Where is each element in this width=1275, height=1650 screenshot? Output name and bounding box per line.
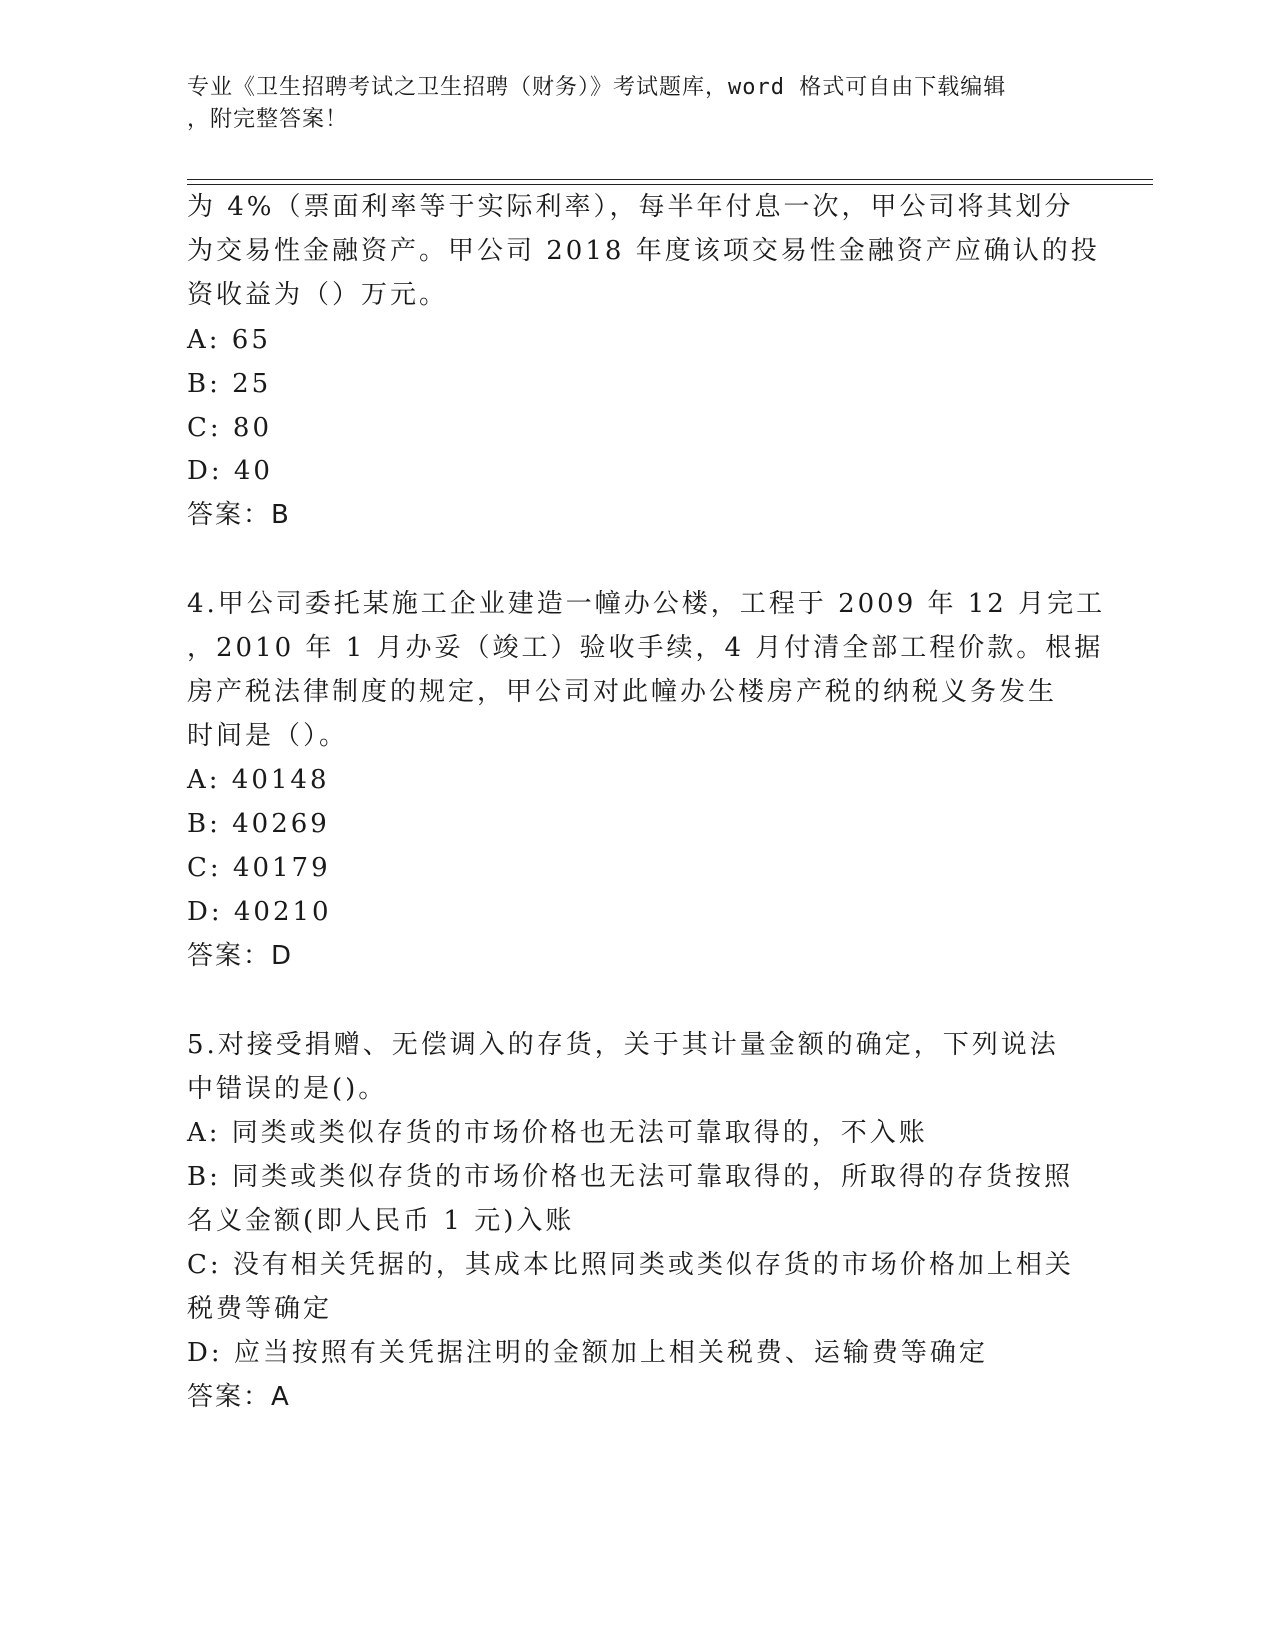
answer: 答案：A [187,1382,291,1412]
header-divider-bottom [187,184,1153,185]
option-d: D: 应当按照有关凭据注明的金额加上相关税费、运输费等确定 [187,1338,988,1368]
question-stem-line: 资收益为（）万元。 [187,280,449,310]
option-a: A: 65 [187,325,271,355]
option-c: C: 没有相关凭据的，其成本比照同类或类似存货的市场价格加上相关 [187,1250,1074,1280]
question-stem-line: 为交易性金融资产。甲公司 2018 年度该项交易性金融资产应确认的投 [187,236,1100,266]
option-d: D: 40 [187,456,273,486]
option-a: A: 40148 [187,765,330,795]
question-stem-line: 5.对接受捐赠、无偿调入的存货，关于其计量金额的确定，下列说法 [187,1030,1059,1060]
question-stem-line: ，2010 年 1 月办妥（竣工）验收手续，4 月付清全部工程价款。根据 [187,633,1104,663]
question-stem-line: 中错误的是()。 [187,1074,388,1104]
header-line-2: ，附完整答案！ [187,107,349,132]
question-stem-line: 4.甲公司委托某施工企业建造一幢办公楼，工程于 2009 年 12 月完工 [187,589,1106,619]
header-divider-top [187,179,1153,180]
document-header [187,72,1067,136]
question-stem-line: 时间是（）。 [187,721,349,751]
option-b-continued: 名义金额(即人民币 1 元)入账 [187,1206,575,1236]
option-a: A: 同类或类似存货的市场价格也无法可靠取得的，不入账 [187,1118,928,1148]
header-line-1: 专业《卫生招聘考试之卫生招聘（财务）》考试题库，word 格式可自由下载编辑 [187,75,1007,100]
option-b: B: 25 [187,369,272,399]
option-b: B: 同类或类似存货的市场价格也无法可靠取得的，所取得的存货按照 [187,1162,1074,1192]
option-c: C: 40179 [187,853,331,883]
option-c: C: 80 [187,413,273,443]
answer: 答案：B [187,500,291,530]
option-c-continued: 税费等确定 [187,1294,333,1324]
option-d: D: 40210 [187,897,332,927]
option-b: B: 40269 [187,809,330,839]
answer: 答案：D [187,941,294,971]
question-stem-line: 房产税法律制度的规定，甲公司对此幢办公楼房产税的纳税义务发生 [187,677,1058,707]
question-stem-line: 为 4%（票面利率等于实际利率），每半年付息一次，甲公司将其划分 [187,192,1074,222]
